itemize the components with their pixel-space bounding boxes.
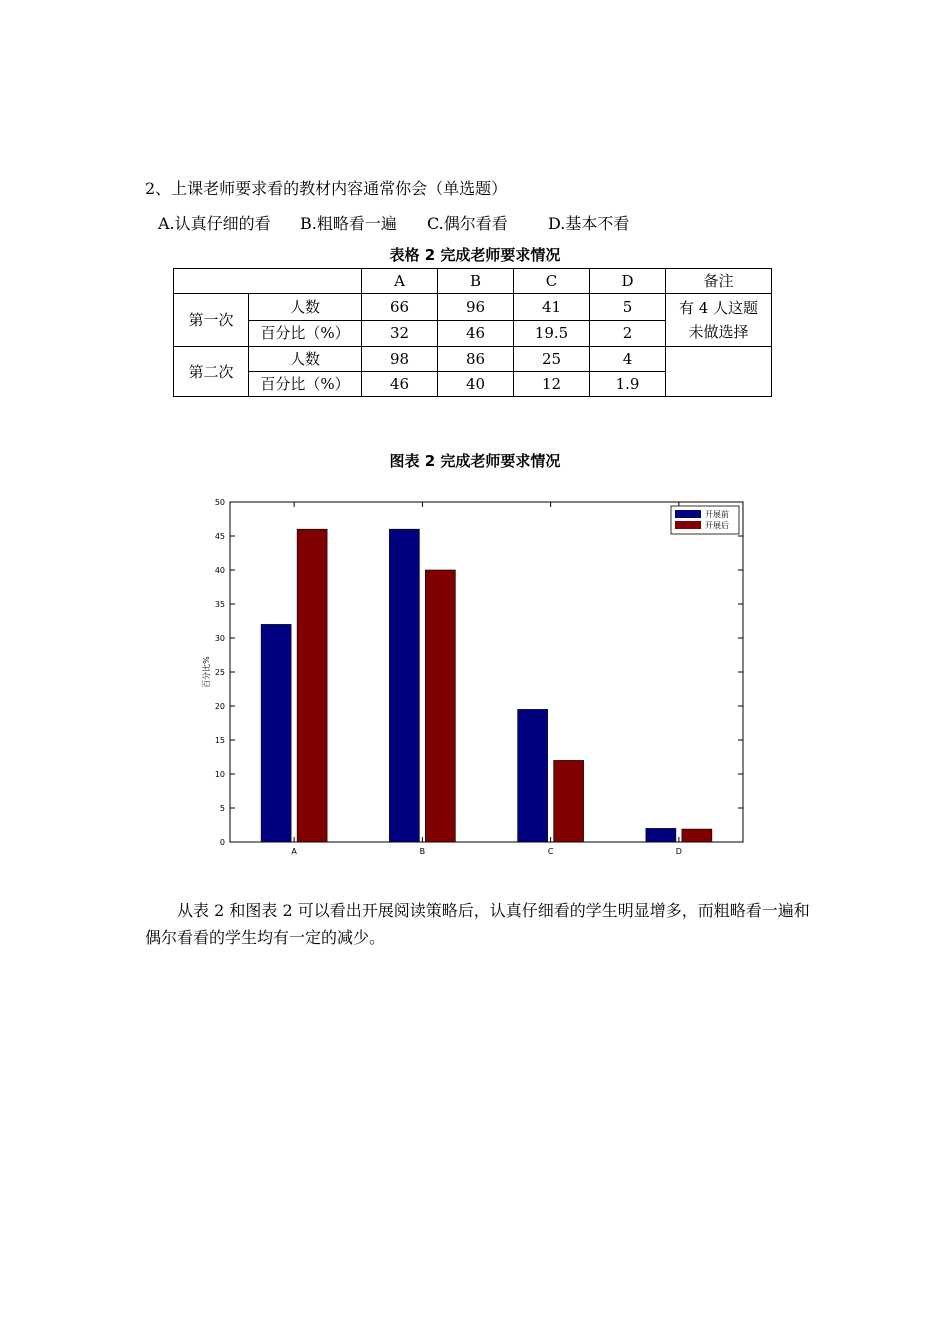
legend-swatch	[675, 521, 701, 529]
table-cell: 46	[438, 320, 514, 347]
table-cell: 96	[438, 294, 514, 321]
y-tick-label: 30	[214, 634, 225, 643]
table-corner-cell	[174, 269, 362, 294]
table-row-label: 百分比（%）	[249, 320, 362, 347]
bar-before-b	[389, 529, 419, 842]
table-cell: 98	[362, 347, 438, 372]
chart-plot-area	[201, 498, 743, 856]
table-cell: 46	[362, 372, 438, 397]
table-cell: 2	[590, 320, 666, 347]
table-cell: 41	[514, 294, 590, 321]
question-text: 2、上课老师要求看的教材内容通常你会（单选题）	[145, 179, 508, 198]
bar-chart	[190, 490, 760, 860]
y-tick-label: 25	[214, 668, 225, 677]
table-group-cell: 第二次	[174, 347, 249, 397]
table-header-cell: 备注	[666, 269, 772, 294]
legend-swatch	[675, 510, 701, 518]
y-tick-label: 35	[214, 600, 225, 609]
y-tick-label: 0	[219, 838, 225, 847]
table-cell: 4	[590, 347, 666, 372]
table-cell: 5	[590, 294, 666, 321]
legend-label: 开展前	[705, 510, 729, 519]
table-row-label: 人数	[249, 347, 362, 372]
table-row	[174, 347, 772, 372]
table-group-cell: 第一次	[174, 294, 249, 347]
y-tick-label: 45	[214, 532, 225, 541]
bar-before-a	[261, 624, 291, 842]
table-cell: 12	[514, 372, 590, 397]
bar-after-a	[297, 529, 327, 842]
table-cell: 1.9	[590, 372, 666, 397]
option-a: A.认真仔细的看	[158, 214, 271, 233]
y-axis-label: 百分比%	[202, 656, 211, 688]
table-header-cell: B	[438, 269, 514, 294]
stats-table	[173, 268, 772, 397]
y-tick-label: 40	[214, 566, 225, 575]
bar-after-c	[554, 760, 584, 842]
x-tick-label: C	[547, 847, 554, 856]
bar-before-d	[646, 828, 676, 842]
bar-after-b	[425, 570, 455, 842]
y-tick-label: 20	[214, 702, 225, 711]
option-d: D.基本不看	[548, 214, 630, 233]
table-header-cell: C	[514, 269, 590, 294]
table-note-cell: 有 4 人这题未做选择	[666, 294, 772, 347]
option-b: B.粗略看一遍	[300, 214, 397, 233]
table-header-cell: D	[590, 269, 666, 294]
chart-title: 图表 2 完成老师要求情况	[389, 452, 561, 470]
table-cell: 25	[514, 347, 590, 372]
option-c: C.偶尔看看	[427, 214, 508, 233]
y-tick-label: 10	[214, 770, 225, 779]
table-row	[174, 294, 772, 321]
table-cell: 66	[362, 294, 438, 321]
table-row-label: 人数	[249, 294, 362, 321]
table-header-row	[174, 269, 772, 294]
conclusion-paragraph: 从表 2 和图表 2 可以看出开展阅读策略后，认真仔细看的学生明显增多，而粗略看一遍和偶尔看看的学生均有一定的减少。	[145, 901, 810, 947]
x-tick-label: B	[419, 847, 426, 856]
x-tick-label: A	[291, 847, 297, 856]
table-caption: 表格 2 完成老师要求情况	[389, 246, 561, 264]
legend-label: 开展后	[705, 521, 729, 530]
table-header-cell: A	[362, 269, 438, 294]
table-row-label: 百分比（%）	[249, 372, 362, 397]
table-empty-note-cell	[666, 347, 772, 397]
bar-after-d	[682, 829, 712, 842]
y-tick-label: 5	[219, 804, 225, 813]
table-cell: 40	[438, 372, 514, 397]
bar-before-c	[518, 709, 548, 842]
y-tick-label: 15	[214, 736, 225, 745]
table-cell: 86	[438, 347, 514, 372]
table-cell: 19.5	[514, 320, 590, 347]
table-cell: 32	[362, 320, 438, 347]
x-tick-label: D	[675, 847, 682, 856]
y-tick-label: 50	[214, 498, 225, 507]
